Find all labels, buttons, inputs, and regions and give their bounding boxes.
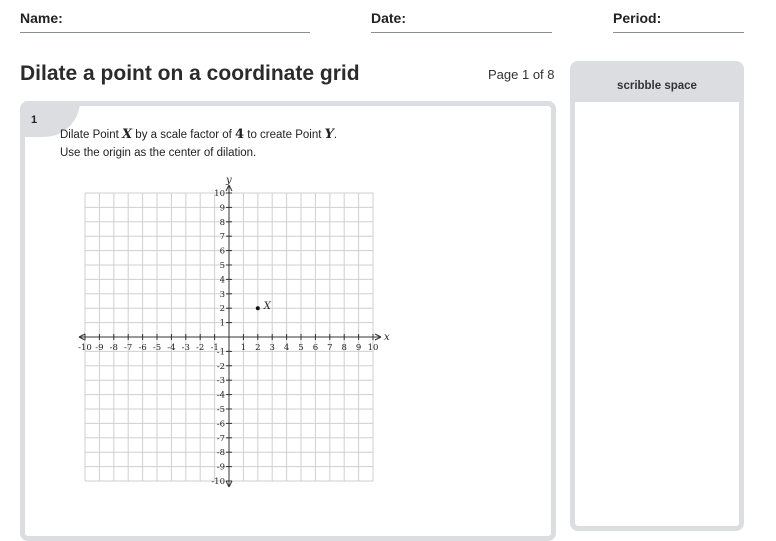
scribble-space-label: scribble space (575, 66, 739, 102)
x-tick-label: 6 (312, 343, 319, 353)
x-tick-label: 7 (327, 343, 333, 353)
scale-factor: 4 (235, 127, 245, 142)
data-point-label: X (263, 301, 271, 313)
x-tick-label: 9 (355, 343, 362, 353)
y-tick-label: 5 (219, 261, 225, 271)
y-tick-label: 3 (219, 289, 225, 300)
x-tick-label: -4 (167, 343, 176, 353)
point-variable: X (122, 127, 133, 142)
scribble-panel[interactable] (570, 61, 744, 531)
y-tick-label: 9 (219, 203, 225, 214)
y-tick-label: -4 (216, 390, 225, 401)
prompt-line-2: Use the origin as the center of dilation. (60, 147, 257, 159)
x-tick-label: 4 (283, 343, 290, 353)
worksheet-title: Dilate a point on a coordinate grid (20, 62, 360, 85)
x-tick-label: -2 (196, 343, 205, 353)
x-tick-label: -7 (124, 343, 133, 353)
x-axis-label: x (384, 332, 390, 343)
period-label: Period: (613, 10, 662, 26)
data-point (256, 306, 260, 310)
y-tick-label: -9 (216, 462, 225, 473)
y-tick-label: 8 (219, 217, 225, 228)
x-tick-label: -1 (210, 343, 219, 353)
x-tick-label: -6 (138, 343, 147, 353)
x-tick-label: -3 (181, 343, 190, 353)
y-tick-label: -3 (216, 376, 225, 387)
y-axis-label: y (226, 175, 232, 186)
y-tick-label: -10 (211, 477, 225, 487)
prompt-prefix: Dilate Point (60, 129, 123, 141)
y-tick-label: 4 (219, 275, 225, 286)
page-indicator: Page 1 of 8 (488, 67, 555, 82)
x-tick-label: 3 (269, 343, 275, 353)
image-variable: Y (324, 127, 334, 142)
x-tick-label: 1 (240, 343, 247, 353)
y-tick-label: -7 (216, 433, 225, 444)
x-tick-label: 2 (255, 343, 261, 353)
x-tick-label: 5 (298, 343, 304, 353)
question-number: 1 (31, 114, 38, 126)
name-label: Name: (20, 10, 63, 26)
y-tick-label: -1 (216, 347, 225, 358)
y-tick-label: -6 (216, 419, 225, 430)
y-tick-label: 6 (219, 246, 225, 257)
x-tick-label: 8 (341, 343, 347, 353)
prompt-mid: by a scale factor of (132, 129, 236, 141)
x-tick-label: -5 (152, 343, 162, 353)
y-tick-label: -5 (216, 405, 225, 415)
y-tick-label: 7 (219, 232, 225, 243)
prompt-end: . (333, 129, 338, 141)
y-tick-label: -2 (216, 361, 225, 372)
y-tick-label: 2 (219, 304, 225, 315)
y-tick-label: -8 (216, 448, 225, 459)
x-tick-label: -9 (95, 343, 104, 353)
x-tick-label: -8 (109, 343, 118, 353)
date-label: Date: (371, 10, 407, 26)
prompt-mid2: to create Point (244, 129, 325, 141)
y-tick-label: 1 (219, 318, 225, 329)
x-tick-label: 10 (367, 343, 379, 353)
y-tick-label: 10 (214, 189, 225, 199)
x-tick-label: -10 (78, 343, 92, 353)
